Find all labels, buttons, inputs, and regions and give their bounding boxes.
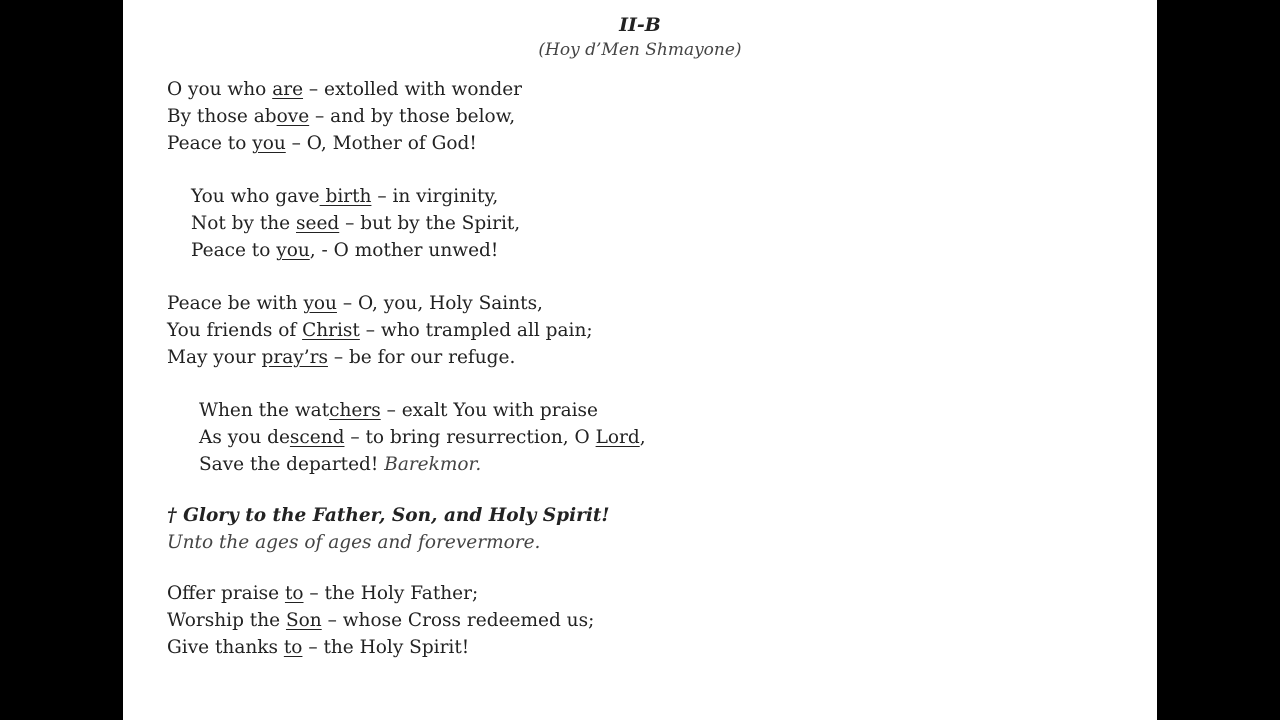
verse-text: O you who [167, 79, 273, 100]
verse-line [191, 210, 520, 237]
verse-line [167, 290, 593, 317]
verse-text: , [639, 427, 646, 448]
verse-line [167, 103, 522, 130]
verse-line [167, 76, 522, 103]
underlined-syllable: you [276, 240, 310, 261]
verse-text: Give thanks [167, 637, 284, 658]
verse-text: Worship the [167, 610, 286, 631]
underlined-syllable: Christ [302, 320, 360, 341]
verse-text: May your [167, 347, 262, 368]
underlined-syllable: birth [319, 186, 372, 207]
verse-text: – O, Mother of God! [285, 133, 477, 154]
verse-text: Save the departed! [199, 454, 385, 475]
verse-text: – in virginity, [371, 186, 499, 207]
verse-text: – whose Cross redeemed us; [321, 610, 595, 631]
verse-text: Not by the [191, 213, 296, 234]
verse-text: , - O mother unwed! [309, 240, 499, 261]
doxology-line-2: Unto the ages of ages and forevermore. [167, 532, 541, 553]
verse-text: – to bring resurrection, O [344, 427, 596, 448]
hymn-subtitle: (Hoy d’Men Shmayone) [538, 40, 742, 60]
verse-text: – and by those below, [309, 106, 516, 127]
verse-line [191, 237, 520, 264]
verse-text: Peace be with [167, 293, 304, 314]
verse-line [199, 451, 646, 478]
document-page [123, 0, 1157, 720]
verse-line [167, 607, 594, 634]
stanza-2 [191, 183, 520, 264]
verse-text: By those ab [167, 106, 277, 127]
verse-text: – the Holy Father; [303, 583, 479, 604]
underlined-syllable: scend [289, 427, 345, 448]
verse-line [167, 580, 594, 607]
underlined-syllable: chers [329, 400, 381, 421]
verse-text: You friends of [167, 320, 303, 341]
doxology [167, 502, 610, 556]
underlined-syllable: ove [276, 106, 310, 127]
stanza-4 [199, 397, 646, 478]
verse-text: – be for our refuge. [327, 347, 516, 368]
verse-line [167, 317, 593, 344]
stanza-5 [167, 580, 594, 661]
verse-text: – but by the Spirit, [339, 213, 521, 234]
verse-text: Offer praise [167, 583, 285, 604]
verse-text: – who trampled all pain; [359, 320, 593, 341]
stanza-1 [167, 76, 522, 157]
verse-text: Peace to [167, 133, 253, 154]
verse-text: – the Holy Spirit! [302, 637, 470, 658]
verse-line [167, 634, 594, 661]
verse-text: As you de [199, 427, 290, 448]
verse-text: – extolled with wonder [303, 79, 523, 100]
hymn-title: II-B [619, 14, 661, 36]
underlined-syllable: to [283, 637, 303, 658]
stanza-3 [167, 290, 593, 371]
verse-text: – O, you, Holy Saints, [336, 293, 543, 314]
italic-text: Barekmor. [384, 454, 482, 475]
underlined-syllable: seed [296, 213, 340, 234]
verse-line [191, 183, 520, 210]
verse-line [167, 344, 593, 371]
underlined-syllable: Lord [595, 427, 640, 448]
verse-text: Peace to [191, 240, 277, 261]
verse-text: You who gave [191, 186, 320, 207]
verse-line [199, 397, 646, 424]
underlined-syllable: to [284, 583, 304, 604]
doxology-line-1: † Glory to the Father, Son, and Holy Spirit! [167, 505, 610, 526]
underlined-syllable: pray’rs [261, 347, 328, 368]
verse-line [199, 424, 646, 451]
verse-text: – exalt You with praise [380, 400, 598, 421]
verse-text: When the wat [199, 400, 330, 421]
underlined-syllable: are [272, 79, 304, 100]
underlined-syllable: Son [285, 610, 322, 631]
verse-line [167, 130, 522, 157]
underlined-syllable: you [303, 293, 337, 314]
underlined-syllable: you [252, 133, 286, 154]
